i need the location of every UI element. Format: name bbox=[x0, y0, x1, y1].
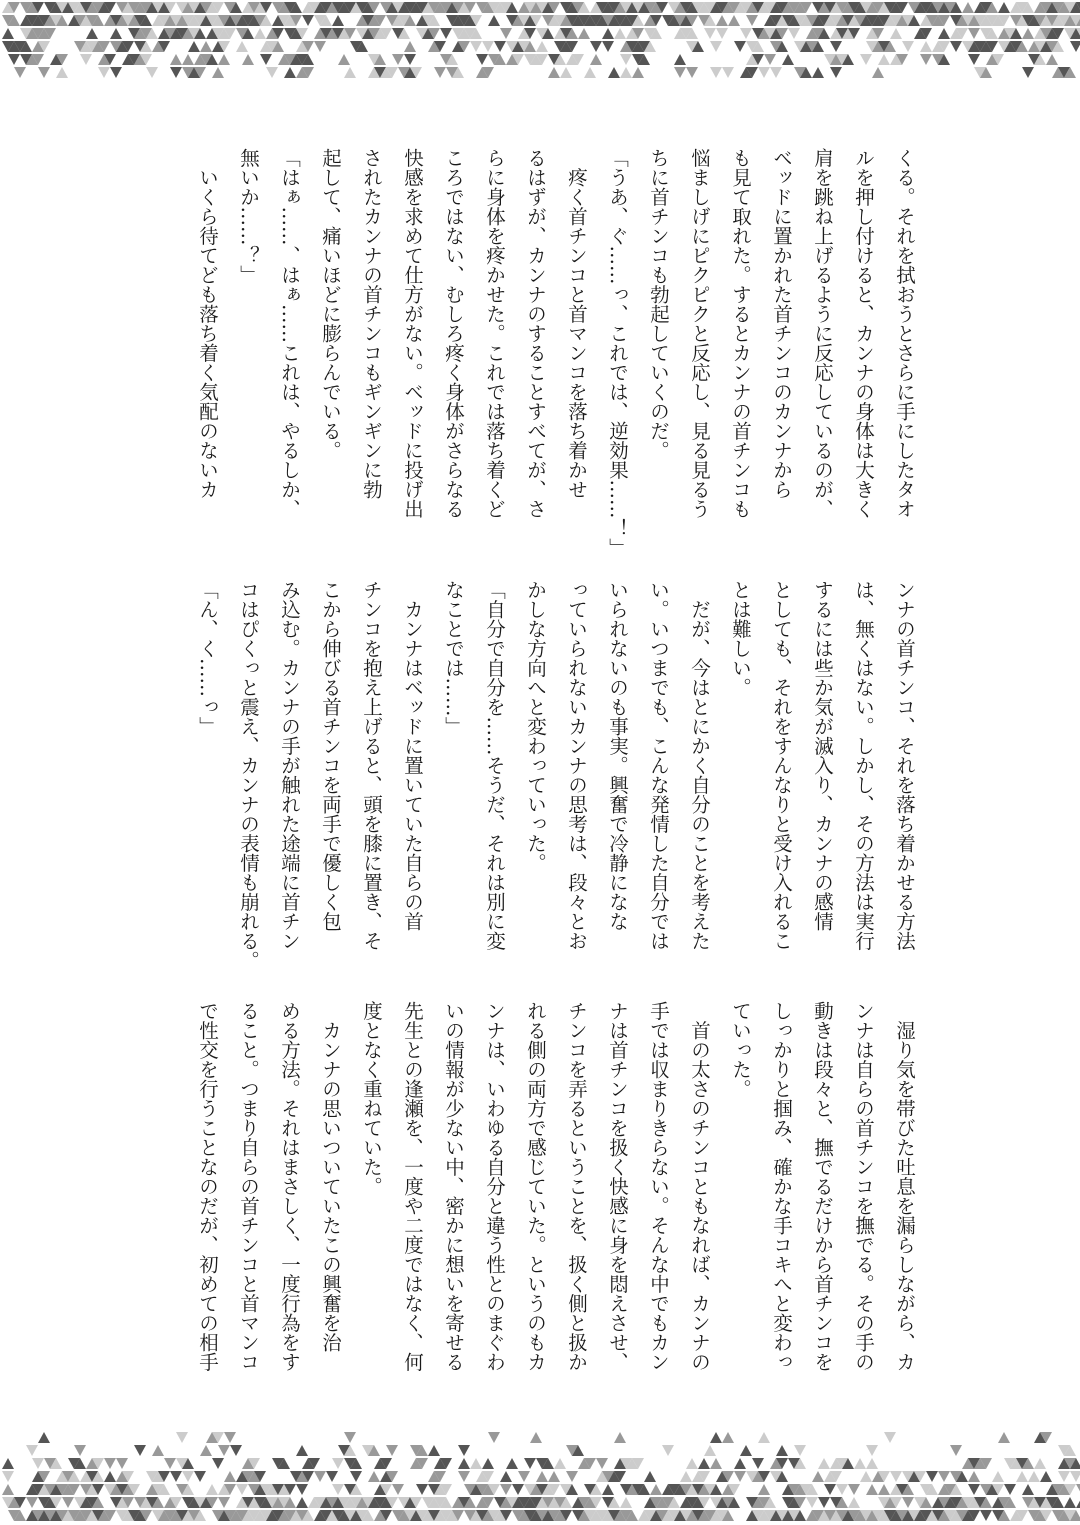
triangle-mark bbox=[860, 1471, 872, 1482]
triangle-mark bbox=[644, 1471, 656, 1482]
text-column: 「ん、く……っ」 bbox=[196, 580, 219, 736]
triangle-mark bbox=[992, 1471, 1004, 1482]
triangle-mark bbox=[332, 15, 344, 26]
triangle-mark bbox=[938, 28, 950, 39]
triangle-mark bbox=[968, 1484, 980, 1495]
triangle-mark bbox=[704, 28, 716, 39]
triangle-mark bbox=[902, 41, 914, 52]
triangle-mark bbox=[722, 1432, 734, 1443]
text-column: 首の太さのチンコともなれば、カンナの bbox=[688, 1001, 711, 1372]
text-column: いくら待てども落ち着く気配のないカ bbox=[196, 148, 219, 499]
text-column: チンコを抱え上げると、頭を膝に置き、そ bbox=[360, 580, 383, 951]
triangle-mark bbox=[590, 54, 602, 65]
triangle-mark bbox=[704, 1445, 716, 1456]
triangle-mark bbox=[662, 1445, 674, 1456]
text-column: ていった。 bbox=[729, 1001, 752, 1099]
text-column: だが、今はとにかく自分のことを考えた bbox=[688, 580, 711, 951]
triangle-mark bbox=[56, 67, 68, 78]
triangle-mark bbox=[710, 67, 722, 78]
text-column: ンナは自らの首チンコを撫でる。その手の bbox=[852, 1001, 875, 1372]
triangle-mark bbox=[620, 1497, 632, 1508]
text-column: ルを押し付けると、カンナの身体は大きく bbox=[852, 148, 875, 519]
text-column: ベッドに置かれた首チンコのカンナから bbox=[770, 148, 793, 499]
triangle-mark bbox=[878, 1484, 890, 1495]
triangle-mark bbox=[188, 41, 200, 52]
triangle-mark bbox=[500, 1471, 512, 1482]
triangle-mark bbox=[614, 28, 626, 39]
triangle-mark bbox=[32, 1458, 44, 1469]
triangle-mark bbox=[230, 1445, 242, 1456]
triangle-mark bbox=[674, 67, 686, 78]
text-column: み込む。カンナの手が触れた途端に首チン bbox=[278, 580, 301, 951]
triangle-mark bbox=[236, 41, 248, 52]
triangle-mark bbox=[506, 1458, 518, 1469]
triangle-mark bbox=[494, 41, 506, 52]
triangle-mark bbox=[2, 1458, 14, 1469]
triangle-mark bbox=[998, 1432, 1010, 1443]
triangle-mark bbox=[950, 41, 962, 52]
triangle-mark bbox=[650, 1484, 662, 1495]
triangle-mark bbox=[500, 1484, 512, 1495]
triangle-mark bbox=[902, 1497, 914, 1508]
triangle-mark bbox=[962, 2, 974, 13]
triangle-mark bbox=[1058, 1471, 1070, 1482]
triangle-mark bbox=[602, 28, 614, 39]
triangle-mark bbox=[242, 54, 254, 65]
triangle-mark bbox=[674, 54, 686, 65]
triangle-mark bbox=[74, 1445, 86, 1456]
triangle-mark bbox=[434, 67, 446, 78]
triangle-mark bbox=[608, 67, 620, 78]
triangle-mark bbox=[872, 67, 884, 78]
triangle-mark bbox=[1022, 67, 1034, 78]
text-column: されたカンナの首チンコもギンギンに勃 bbox=[360, 148, 383, 499]
triangle-mark bbox=[566, 1471, 578, 1482]
triangle-mark bbox=[884, 1432, 896, 1443]
text-block-2 bbox=[185, 580, 925, 970]
triangle-mark bbox=[1034, 1458, 1046, 1469]
text-column: いの情報が少ない中、密かに想いを寄せる bbox=[442, 1001, 465, 1372]
triangle-mark bbox=[968, 28, 980, 39]
triangle-mark bbox=[536, 1471, 548, 1482]
triangle-mark bbox=[416, 1484, 428, 1495]
triangle-mark bbox=[236, 1484, 248, 1495]
triangle-mark bbox=[524, 1458, 536, 1469]
text-column: るはずが、カンナのすることすべてが、さ bbox=[524, 148, 547, 519]
triangle-mark bbox=[404, 54, 416, 65]
triangle-mark bbox=[488, 15, 500, 26]
triangle-mark bbox=[212, 1458, 224, 1469]
triangle-mark bbox=[560, 67, 572, 78]
text-block-1 bbox=[185, 148, 925, 558]
triangle-mark bbox=[26, 1445, 38, 1456]
triangle-mark bbox=[548, 67, 560, 78]
triangle-mark bbox=[1022, 28, 1034, 39]
triangle-mark bbox=[302, 15, 314, 26]
triangle-mark bbox=[836, 1484, 848, 1495]
triangle-mark bbox=[830, 41, 842, 52]
triangle-mark bbox=[734, 41, 746, 52]
triangle-mark bbox=[182, 1471, 194, 1482]
triangle-mark bbox=[314, 41, 326, 52]
triangle-mark bbox=[782, 54, 794, 65]
triangle-mark bbox=[344, 1432, 356, 1443]
triangle-mark bbox=[548, 1471, 560, 1482]
triangle-mark bbox=[170, 67, 182, 78]
text-column: いられないのも事実。興奮で冷静になな bbox=[606, 580, 629, 931]
triangle-mark bbox=[152, 1445, 164, 1456]
text-column: くる。それを拭おうとさらに手にしたタオ bbox=[893, 148, 916, 519]
triangle-mark bbox=[758, 1432, 770, 1443]
triangle-mark bbox=[476, 54, 488, 65]
triangle-mark bbox=[614, 1432, 626, 1443]
text-column: は、無くはない。しかし、その方法は実行 bbox=[852, 580, 875, 951]
triangle-mark bbox=[758, 67, 770, 78]
text-column: かしな方向へと変わっていった。 bbox=[524, 580, 547, 873]
triangle-mark bbox=[470, 1458, 482, 1469]
triangle-mark bbox=[770, 67, 782, 78]
triangle-mark bbox=[218, 1445, 230, 1456]
triangle-mark bbox=[998, 2, 1010, 13]
triangle-mark bbox=[116, 1458, 128, 1469]
triangle-mark bbox=[1046, 54, 1058, 65]
triangle-mark bbox=[314, 1471, 326, 1482]
triangle-mark bbox=[824, 1484, 836, 1495]
triangle-mark bbox=[710, 41, 722, 52]
triangle-mark bbox=[2, 28, 14, 39]
triangle-mark bbox=[686, 1458, 698, 1469]
triangle-mark bbox=[878, 54, 890, 65]
triangle-mark bbox=[1028, 1471, 1040, 1482]
text-column: とは難しい。 bbox=[729, 580, 752, 697]
text-column: 「自分で自分を……そうだ、それは別に変 bbox=[483, 580, 506, 951]
triangle-mark bbox=[632, 67, 644, 78]
triangle-mark bbox=[968, 1471, 980, 1482]
triangle-mark bbox=[512, 1484, 524, 1495]
triangle-mark bbox=[110, 67, 122, 78]
text-column: 「はぁ……、はぁ……これは、やるしか、 bbox=[278, 148, 301, 519]
text-block-3 bbox=[185, 1001, 925, 1381]
triangle-mark bbox=[1004, 1484, 1016, 1495]
text-column: なことでは……」 bbox=[442, 580, 465, 736]
triangle-mark bbox=[920, 41, 932, 52]
triangle-mark bbox=[752, 1458, 764, 1469]
triangle-mark bbox=[1016, 1471, 1028, 1482]
triangle-mark bbox=[254, 28, 266, 39]
text-column: としても、それをすんなりと受け入れるこ bbox=[770, 580, 793, 951]
triangle-mark bbox=[938, 1471, 950, 1482]
triangle-mark bbox=[194, 1471, 206, 1482]
triangle-mark bbox=[848, 1497, 860, 1508]
triangle-mark bbox=[602, 41, 614, 52]
triangle-mark bbox=[698, 1458, 710, 1469]
text-column: 快感を求めて仕方がない。ベッドに投げ出 bbox=[401, 148, 424, 519]
triangle-mark bbox=[500, 28, 512, 39]
triangle-mark bbox=[518, 1471, 530, 1482]
triangle-mark bbox=[80, 54, 92, 65]
triangle-mark bbox=[710, 1432, 722, 1443]
triangle-mark bbox=[764, 54, 776, 65]
text-column: ころではない、むしろ疼く身体がさらなる bbox=[442, 148, 465, 519]
text-column: らに身体を疼かせた。これでは落ち着くど bbox=[483, 148, 506, 519]
triangle-mark bbox=[182, 54, 194, 65]
triangle-mark bbox=[818, 1497, 830, 1508]
text-column: ンナは、いわゆる自分と違う性とのまぐわ bbox=[483, 1001, 506, 1372]
triangle-mark bbox=[860, 54, 872, 65]
triangle-mark bbox=[110, 28, 122, 39]
text-column: ンナの首チンコ、それを落ち着かせる方法 bbox=[893, 580, 916, 951]
text-column: ちに首チンコも勃起していくのだ。 bbox=[647, 148, 670, 460]
triangle-mark bbox=[1022, 1484, 1034, 1495]
triangle-mark bbox=[104, 1458, 116, 1469]
triangle-mark bbox=[350, 1471, 362, 1482]
text-column: カンナの思いついていたこの興奮を治 bbox=[319, 1001, 342, 1352]
triangle-mark bbox=[428, 1445, 440, 1456]
triangle-mark bbox=[338, 54, 350, 65]
text-column: 肩を跳ね上げるように反応しているのが、 bbox=[811, 148, 834, 519]
triangle-mark bbox=[386, 1445, 398, 1456]
text-column: 動きは段々と、撫でるだけから首チンコを bbox=[811, 1001, 834, 1372]
triangle-mark bbox=[722, 67, 734, 78]
text-column: ナは首チンコを扱く快感に身を悶えさせ、 bbox=[606, 1001, 629, 1372]
triangle-mark bbox=[326, 1471, 338, 1482]
triangle-mark bbox=[1076, 1484, 1080, 1495]
triangle-mark bbox=[368, 1471, 380, 1482]
triangle-mark bbox=[164, 1458, 176, 1469]
triangle-mark bbox=[1076, 1497, 1080, 1508]
triangle-mark bbox=[848, 1484, 860, 1495]
triangle-mark bbox=[812, 1471, 824, 1482]
text-column: 悩ましげにピクピクと反応し、見る見るう bbox=[688, 148, 711, 519]
triangle-mark bbox=[488, 1432, 500, 1443]
triangle-mark bbox=[296, 1445, 308, 1456]
triangle-mark bbox=[458, 1445, 470, 1456]
triangle-mark bbox=[854, 1458, 866, 1469]
triangle-mark bbox=[926, 1471, 938, 1482]
triangle-mark bbox=[686, 67, 698, 78]
triangle-mark bbox=[740, 1445, 752, 1456]
triangle-mark bbox=[620, 54, 632, 65]
triangle-mark bbox=[620, 67, 632, 78]
text-column: 起して、痛いほどに膨らんでいる。 bbox=[319, 148, 342, 460]
triangle-mark bbox=[680, 1471, 692, 1482]
triangle-mark bbox=[332, 1458, 344, 1469]
triangle-mark bbox=[482, 1458, 494, 1469]
triangle-mark bbox=[716, 28, 728, 39]
triangle-mark bbox=[818, 1458, 830, 1469]
text-column: 先生との逢瀬を、一度や二度ではなく、何 bbox=[401, 1001, 424, 1372]
triangle-mark bbox=[890, 28, 902, 39]
text-column: 無いか……？」 bbox=[237, 148, 260, 285]
triangle-mark bbox=[590, 41, 602, 52]
triangle-mark bbox=[14, 67, 26, 78]
triangle-mark bbox=[740, 28, 752, 39]
triangle-mark bbox=[968, 54, 980, 65]
triangle-mark bbox=[284, 67, 296, 78]
triangle-mark bbox=[866, 1458, 878, 1469]
triangle-mark bbox=[470, 41, 482, 52]
text-column: も見て取れた。するとカンナの首チンコも bbox=[729, 148, 752, 519]
text-column: める方法。それはまさしく、一度行為をす bbox=[278, 1001, 301, 1372]
triangle-mark bbox=[716, 15, 728, 26]
triangle-mark bbox=[206, 1484, 218, 1495]
triangle-mark bbox=[734, 1471, 746, 1482]
triangle-mark bbox=[170, 1471, 182, 1482]
triangle-mark bbox=[1070, 41, 1080, 52]
text-column: れる側の両方で感じていた。というのもカ bbox=[524, 1001, 547, 1372]
triangle-mark bbox=[344, 67, 356, 78]
triangle-mark bbox=[890, 1471, 902, 1482]
triangle-mark bbox=[920, 54, 932, 65]
triangle-mark bbox=[26, 1497, 38, 1508]
triangle-mark bbox=[482, 41, 494, 52]
text-column: 湿り気を帯びた吐息を漏らしながら、カ bbox=[893, 1001, 916, 1372]
text-column: ること。つまり自らの首チンコと首マンコ bbox=[237, 1001, 260, 1372]
triangle-mark bbox=[806, 1497, 818, 1508]
triangle-mark bbox=[392, 1484, 404, 1495]
triangle-mark bbox=[98, 67, 110, 78]
triangle-mark bbox=[866, 1445, 878, 1456]
triangle-mark bbox=[1070, 1471, 1080, 1482]
triangle-mark bbox=[458, 1458, 470, 1469]
triangle-mark bbox=[530, 1432, 542, 1443]
text-column: っていられないカンナの思考は、段々とお bbox=[565, 580, 588, 951]
triangle-mark bbox=[134, 1445, 146, 1456]
text-column: しっかりと掴み、確かな手コキへと変わっ bbox=[770, 1001, 793, 1372]
triangle-mark bbox=[218, 54, 230, 65]
text-column: カンナはベッドに置いていた自らの首 bbox=[401, 580, 424, 931]
triangle-mark bbox=[2, 1484, 14, 1495]
triangle-mark bbox=[602, 1484, 614, 1495]
triangle-mark bbox=[176, 1432, 188, 1443]
triangle-mark bbox=[266, 67, 278, 78]
text-column: い。いつまでも、こんな発情した自分では bbox=[647, 580, 670, 951]
triangle-mark bbox=[536, 41, 548, 52]
triangle-mark bbox=[38, 67, 50, 78]
text-column: 手では収まりきらない。そんな中でもカン bbox=[647, 1001, 670, 1372]
triangle-mark bbox=[200, 41, 212, 52]
triangle-mark bbox=[950, 1445, 962, 1456]
triangle-mark bbox=[392, 54, 404, 65]
triangle-mark bbox=[332, 1484, 344, 1495]
text-column: コはぴくっと震え、カンナの表情も崩れる。 bbox=[237, 580, 260, 970]
triangle-mark bbox=[710, 1458, 722, 1469]
triangle-mark bbox=[1064, 1497, 1076, 1508]
text-column: こから伸びる首チンコを両手で優しく包 bbox=[319, 580, 342, 931]
triangle-mark bbox=[200, 1445, 212, 1456]
triangle-mark bbox=[170, 54, 182, 65]
triangle-mark bbox=[734, 1458, 746, 1469]
text-column: 「うあ、ぐ……っ、これでは、逆効果……！」 bbox=[606, 148, 629, 558]
triangle-mark bbox=[212, 67, 224, 78]
triangle-mark bbox=[218, 1497, 230, 1508]
triangle-mark bbox=[296, 1497, 308, 1508]
text-column: チンコを弄るということを、扱く側と扱か bbox=[565, 1001, 588, 1372]
triangle-mark bbox=[758, 1484, 770, 1495]
triangle-mark bbox=[554, 1458, 566, 1469]
triangle-mark bbox=[776, 1445, 788, 1456]
triangle-mark bbox=[224, 1432, 236, 1443]
triangle-mark bbox=[146, 67, 158, 78]
triangle-mark bbox=[38, 1432, 50, 1443]
triangle-mark bbox=[728, 15, 740, 26]
triangle-mark bbox=[578, 28, 590, 39]
triangle-mark bbox=[788, 28, 800, 39]
triangle-mark bbox=[296, 1484, 308, 1495]
triangle-mark bbox=[794, 1445, 806, 1456]
text-column: するには些か気が滅入り、カンナの感情 bbox=[811, 580, 834, 931]
triangle-mark bbox=[104, 1471, 116, 1482]
triangle-mark bbox=[86, 28, 98, 39]
triangle-mark bbox=[584, 67, 596, 78]
triangle-pattern-border-top bbox=[0, 0, 1080, 90]
triangle-mark bbox=[830, 67, 842, 78]
triangle-mark bbox=[62, 1497, 74, 1508]
text-column: で性交を行うことなのだが、初めての相手 bbox=[196, 1001, 219, 1372]
triangle-mark bbox=[866, 1484, 878, 1495]
text-column: 疼く首チンコと首マンコを落ち着かせ bbox=[565, 148, 588, 499]
triangle-mark bbox=[1040, 1471, 1052, 1482]
triangle-mark bbox=[746, 15, 758, 26]
triangle-mark bbox=[404, 41, 416, 52]
text-column: 度となく重ねていた。 bbox=[360, 1001, 383, 1196]
triangle-mark bbox=[596, 1458, 608, 1469]
triangle-mark bbox=[8, 54, 20, 65]
triangle-mark bbox=[458, 1471, 470, 1482]
triangle-mark bbox=[2, 1471, 14, 1482]
triangle-mark bbox=[260, 54, 272, 65]
triangle-mark bbox=[440, 28, 452, 39]
triangle-mark bbox=[224, 1471, 236, 1482]
triangle-mark bbox=[980, 1510, 992, 1521]
triangle-pattern-border-bottom bbox=[0, 1430, 1080, 1525]
triangle-mark bbox=[812, 67, 824, 78]
